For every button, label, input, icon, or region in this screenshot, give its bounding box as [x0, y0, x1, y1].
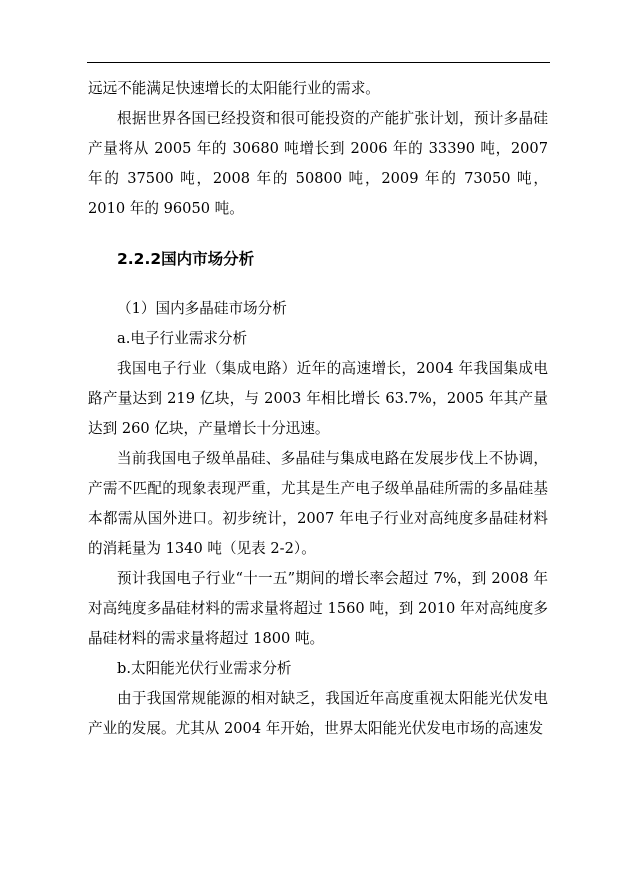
- paragraph-supply-mismatch: 当前我国电子级单晶硅、多晶硅与集成电路在发展步伐上不协调，产需不匹配的现象表现严重，尤其是生产电子级单晶硅所需的多晶硅基本都需从国外进口。初步统计，2007 年电子行业对高纯度多晶硅材料的消耗量为 1340 吨（见表 2-2）。: [88, 450, 548, 557]
- subheading-polysilicon-market: （1）国内多晶硅市场分析: [117, 300, 287, 317]
- subheading-electronics-demand: a.电子行业需求分析: [117, 330, 248, 347]
- header-rule: [87, 62, 550, 63]
- section-heading-domestic-market: 2.2.2国内市场分析: [117, 250, 255, 268]
- document-body: [88, 74, 548, 744]
- subheading-solar-pv-demand: b.太阳能光伏行业需求分析: [117, 660, 292, 677]
- paragraph-capacity-forecast: 根据世界各国已经投资和很可能投资的产能扩张计划，预计多晶硅产量将从 2005 年的 30680 吨增长到 2006 年的 33390 吨，2007 年的 37500 吨，2008 年的 50800 吨，2009 年的 73050 吨，2010 年的 96050 吨。: [88, 110, 548, 217]
- paragraph-ic-growth: 我国电子行业（集成电路）近年的高速增长，2004 年我国集成电路产量达到 219 亿块，与 2003 年相比增长 63.7%，2005 年其产量达到 260 亿块，产量增长十分迅速。: [88, 360, 549, 437]
- paragraph-continuation: 远远不能满足快速增长的太阳能行业的需求。: [88, 80, 380, 97]
- paragraph-solar-pv: 由于我国常规能源的相对缺乏，我国近年高度重视太阳能光伏发电产业的发展。尤其从 2004 年开始，世界太阳能光伏发电市场的高速发: [88, 690, 548, 737]
- paragraph-demand-forecast: 预计我国电子行业“十一五”期间的增长率会超过 7%，到 2008 年对高纯度多晶硅材料的需求量将超过 1560 吨，到 2010 年对高纯度多晶硅材料的需求量将超过 1800 吨。: [88, 570, 548, 647]
